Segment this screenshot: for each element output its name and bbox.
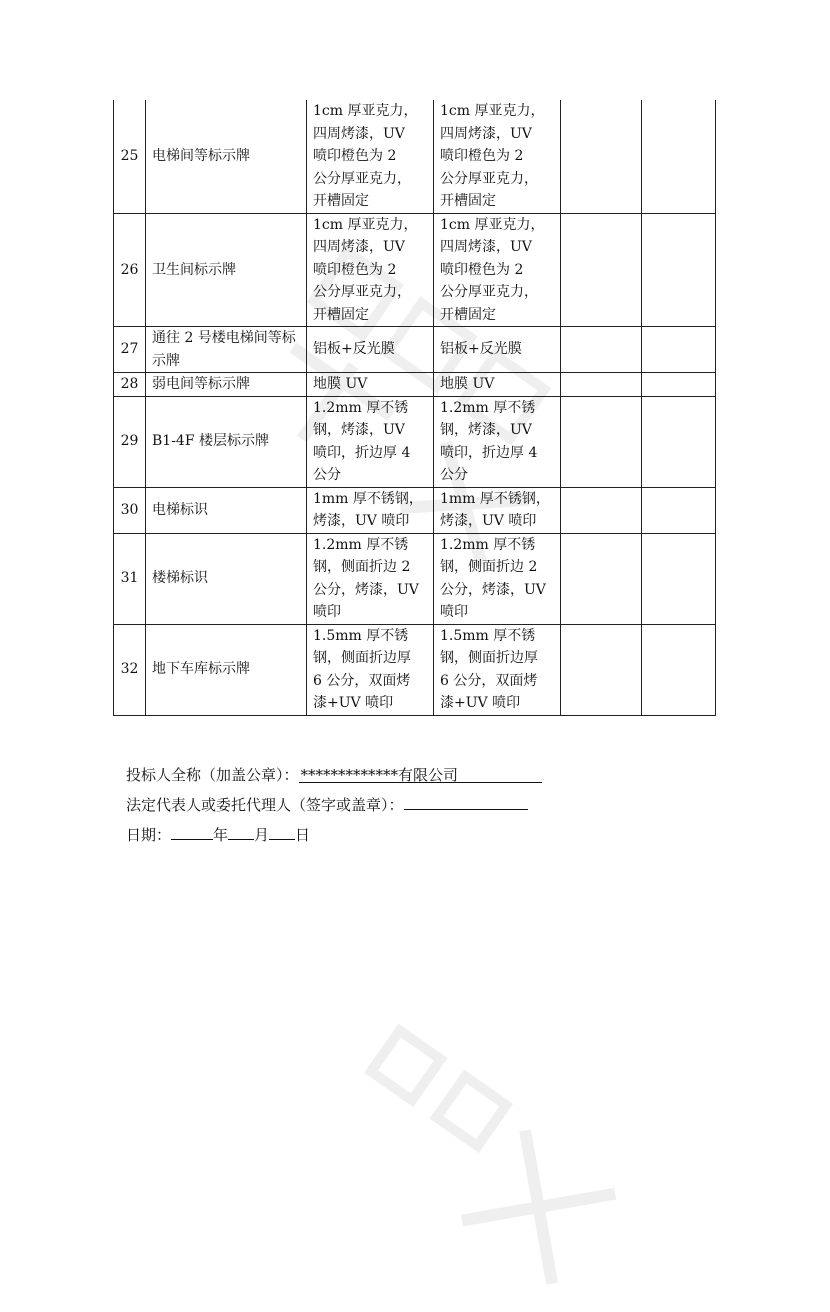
table-row (114, 213, 716, 327)
spec-line: 钢，侧面折边厚 (313, 650, 411, 666)
item-name: 通往 2 号楼电梯间等标示牌 (146, 327, 307, 373)
offered-spec (434, 487, 561, 533)
spec-line: 铝板+反光膜 (440, 341, 522, 358)
table-row (114, 624, 716, 715)
item-name: 电梯标识 (146, 487, 307, 533)
spec-line: 公分厚亚克力， (313, 284, 411, 300)
spec-line: 1mm 厚不锈钢， (440, 490, 550, 507)
spec-line: 钢，侧面折边 2 (313, 559, 411, 575)
empty-cell-4 (561, 327, 642, 373)
spec-line: 1.5mm 厚不锈 (440, 627, 536, 644)
day-label: 日 (295, 826, 311, 844)
spec-line: 公分，烤漆，UV (440, 581, 546, 598)
offered-spec (434, 373, 561, 397)
item-name: 楼梯标识 (146, 533, 307, 624)
representative-line (126, 790, 542, 820)
empty-cell-4 (561, 100, 642, 213)
material-spec (307, 487, 434, 533)
spec-line: 1.5mm 厚不锈 (313, 627, 409, 644)
spec-line: 漆+UV 喷印 (440, 695, 521, 711)
offered-spec (434, 213, 561, 327)
spec-line: 烤漆，UV 喷印 (440, 513, 537, 529)
date-label: 日期： (126, 826, 172, 844)
spec-line: 钢，侧面折边 2 (440, 559, 538, 575)
row-number: 29 (114, 396, 146, 487)
spec-line: 钢，侧面折边厚 (440, 650, 538, 666)
table-body (114, 100, 716, 715)
signage-spec-table (113, 100, 716, 716)
empty-cell-4 (561, 624, 642, 715)
spec-line: 1.2mm 厚不锈 (313, 536, 409, 553)
material-spec (307, 327, 434, 373)
spec-line: 四周烤漆，UV (440, 239, 532, 255)
offered-spec (434, 533, 561, 624)
spec-line: 1cm 厚亚克力， (313, 103, 418, 119)
spec-line: 铝板+反光膜 (313, 341, 395, 358)
table-row (114, 396, 716, 487)
month-blank (228, 821, 254, 840)
spec-line: 1cm 厚亚克力， (440, 103, 545, 119)
spec-line: 6 公分，双面烤 (313, 672, 411, 689)
offered-spec (434, 624, 561, 715)
representative-label: 法定代表人或委托代理人（签字或盖章）： (126, 796, 404, 814)
spec-line: 开槽固定 (313, 306, 369, 323)
spec-line: 公分，烤漆，UV (313, 581, 419, 598)
month-label: 月 (254, 826, 270, 844)
item-name: 卫生间标示牌 (146, 213, 307, 327)
spec-line: 地膜 UV (440, 376, 495, 392)
material-spec (307, 533, 434, 624)
year-label: 年 (213, 826, 229, 844)
bidder-name-value: *************有限公司 (300, 766, 459, 784)
signature-block (126, 760, 542, 850)
row-number: 28 (114, 373, 146, 397)
spec-line: 1mm 厚不锈钢， (313, 490, 423, 507)
row-number: 32 (114, 624, 146, 715)
spec-line: 喷印 (313, 604, 341, 620)
spec-line: 1cm 厚亚克力， (313, 216, 418, 233)
item-name: B1-4F 楼层标示牌 (146, 396, 307, 487)
empty-cell-4 (561, 396, 642, 487)
offered-spec (434, 100, 561, 213)
spec-line: 公分厚亚克力， (440, 284, 538, 300)
empty-cell-5 (642, 533, 716, 624)
watermark-graphic-bottom (311, 1008, 649, 1311)
empty-cell-5 (642, 396, 716, 487)
representative-signature-field (404, 791, 528, 810)
table-row (114, 487, 716, 533)
row-number: 30 (114, 487, 146, 533)
table-row (114, 100, 716, 213)
empty-cell-4 (561, 533, 642, 624)
spec-line: 四周烤漆，UV (440, 125, 532, 142)
spec-line: 1cm 厚亚克力， (440, 216, 545, 233)
spec-line: 喷印橙色为 2 (313, 148, 397, 164)
bidder-label: 投标人全称（加盖公章）： (126, 766, 299, 784)
offered-spec (434, 396, 561, 487)
empty-cell-5 (642, 100, 716, 213)
material-spec (307, 100, 434, 213)
bidder-name-field (299, 765, 542, 783)
spec-line: 1.2mm 厚不锈 (313, 399, 409, 416)
spec-line: 喷印 (440, 604, 468, 620)
empty-cell-5 (642, 373, 716, 397)
date-line (126, 820, 542, 850)
spec-line: 四周烤漆，UV (313, 125, 405, 142)
empty-cell-5 (642, 213, 716, 327)
material-spec (307, 373, 434, 397)
spec-line: 喷印，折边厚 4 (440, 444, 538, 461)
empty-cell-5 (642, 487, 716, 533)
spec-line: 公分 (313, 467, 341, 483)
empty-cell-4 (561, 373, 642, 397)
row-number: 27 (114, 327, 146, 373)
spec-line: 公分厚亚克力， (440, 170, 538, 187)
row-number: 25 (114, 100, 146, 213)
item-name: 地下车库标示牌 (146, 624, 307, 715)
row-number: 26 (114, 213, 146, 327)
spec-line: 开槽固定 (313, 193, 369, 209)
empty-cell-4 (561, 213, 642, 327)
spec-line: 烤漆，UV 喷印 (313, 513, 410, 529)
spec-line: 开槽固定 (440, 193, 496, 209)
row-number: 31 (114, 533, 146, 624)
spec-line: 漆+UV 喷印 (313, 695, 394, 711)
spec-line: 喷印橙色为 2 (440, 261, 524, 278)
material-spec (307, 624, 434, 715)
item-name: 弱电间等标示牌 (146, 373, 307, 397)
spec-line: 喷印，折边厚 4 (313, 444, 411, 461)
spec-line: 1.2mm 厚不锈 (440, 399, 536, 416)
year-blank (171, 821, 213, 840)
spec-line: 钢，烤漆，UV (313, 422, 405, 438)
spec-line: 1.2mm 厚不锈 (440, 536, 536, 553)
spec-line: 6 公分，双面烤 (440, 672, 538, 689)
spec-line: 喷印橙色为 2 (313, 261, 397, 278)
spec-line: 喷印橙色为 2 (440, 148, 524, 164)
spec-line: 钢，烤漆，UV (440, 422, 532, 438)
spec-line: 开槽固定 (440, 306, 496, 323)
material-spec (307, 213, 434, 327)
empty-cell-4 (561, 487, 642, 533)
table-row (114, 327, 716, 373)
table-row (114, 373, 716, 397)
table-row (114, 533, 716, 624)
material-spec (307, 396, 434, 487)
bidder-line (126, 760, 542, 790)
spec-line: 公分厚亚克力， (313, 170, 411, 187)
empty-cell-5 (642, 327, 716, 373)
day-blank (269, 821, 295, 840)
spec-line: 四周烤漆，UV (313, 239, 405, 255)
empty-cell-5 (642, 624, 716, 715)
spec-line: 公分 (440, 467, 468, 483)
offered-spec (434, 327, 561, 373)
item-name: 电梯间等标示牌 (146, 100, 307, 213)
spec-line: 地膜 UV (313, 376, 368, 392)
